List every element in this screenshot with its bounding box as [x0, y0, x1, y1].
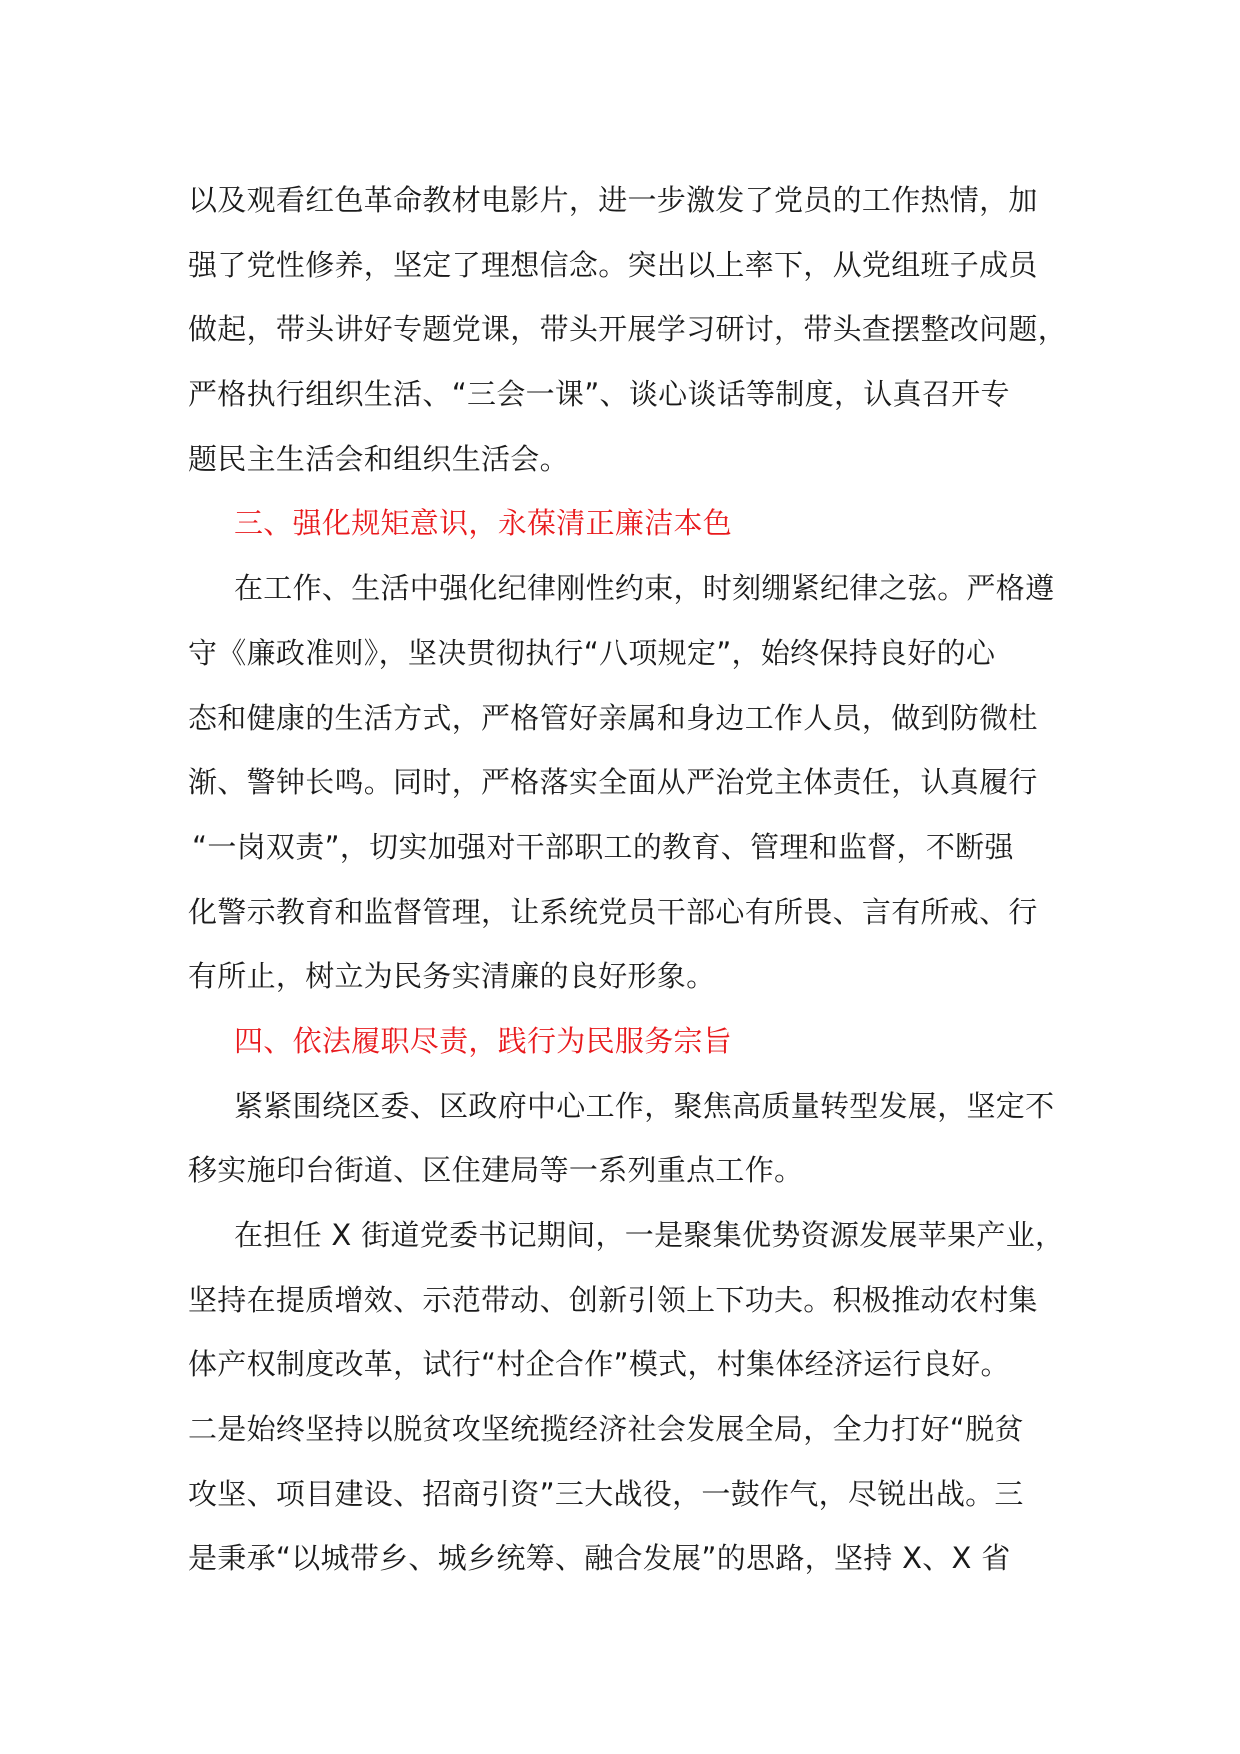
document-body — [188, 168, 1068, 1591]
paragraph-line: 守《廉政准则》，坚决贯彻执行“八项规定”，始终保持良好的心 — [188, 635, 996, 670]
paragraph-line: 在工作、生活中强化纪律刚性约束，时刻绷紧纪律之弦。严格遵 — [234, 571, 1055, 606]
paragraph-line: 有所止，树立为民务实清廉的良好形象。 — [188, 959, 716, 994]
paragraph-line: 是秉承“以城带乡、城乡统筹、融合发展”的思路，坚持 X、X 省 — [188, 1541, 1011, 1576]
section-heading-3: 三、强化规矩意识，永葆清正廉洁本色 — [234, 506, 733, 541]
paragraph-line: 紧紧围绕区委、区政府中心工作，聚焦高质量转型发展，坚定不 — [234, 1088, 1055, 1123]
paragraph-line: 坚持在提质增效、示范带动、创新引领上下功夫。积极推动农村集 — [188, 1282, 1038, 1317]
paragraph-line: 题民主生活会和组织生活会。 — [188, 441, 569, 476]
paragraph-line: “一岗双责”，切实加强对干部职工的教育、管理和监督，不断强 — [192, 829, 1014, 864]
paragraph-line: 做起，带头讲好专题党课，带头开展学习研讨，带头查摆整改问题， — [188, 312, 1068, 347]
paragraph-line: 严格执行组织生活、“三会一课”、谈心谈话等制度，认真召开专 — [188, 377, 1010, 412]
paragraph-line: 移实施印台街道、区住建局等一系列重点工作。 — [188, 1153, 804, 1188]
paragraph-line: 二是始终坚持以脱贫攻坚统揽经济社会发展全局，全力打好“脱贫 — [188, 1412, 1024, 1447]
paragraph-line: 体产权制度改革，试行“村企合作”模式，村集体经济运行良好。 — [188, 1347, 1010, 1382]
paragraph-line: 强了党性修养，坚定了理想信念。突出以上率下，从党组班子成员 — [188, 247, 1038, 282]
paragraph-line: 化警示教育和监督管理，让系统党员干部心有所畏、言有所戒、行 — [188, 894, 1038, 929]
paragraph-line: 在担任 X 街道党委书记期间，一是聚集优势资源发展苹果产业， — [234, 1218, 1065, 1252]
section-heading-4: 四、依法履职尽责，践行为民服务宗旨 — [234, 1023, 733, 1058]
paragraph-line: 以及观看红色革命教材电影片，进一步激发了党员的工作热情，加 — [188, 183, 1038, 217]
paragraph-line: 态和健康的生活方式，严格管好亲属和身边工作人员，做到防微杜 — [188, 700, 1038, 735]
paragraph-line: 渐、警钟长鸣。同时，严格落实全面从严治党主体责任，认真履行 — [188, 765, 1038, 800]
paragraph-line: 攻坚、项目建设、招商引资”三大战役，一鼓作气，尽锐出战。三 — [188, 1476, 1024, 1511]
